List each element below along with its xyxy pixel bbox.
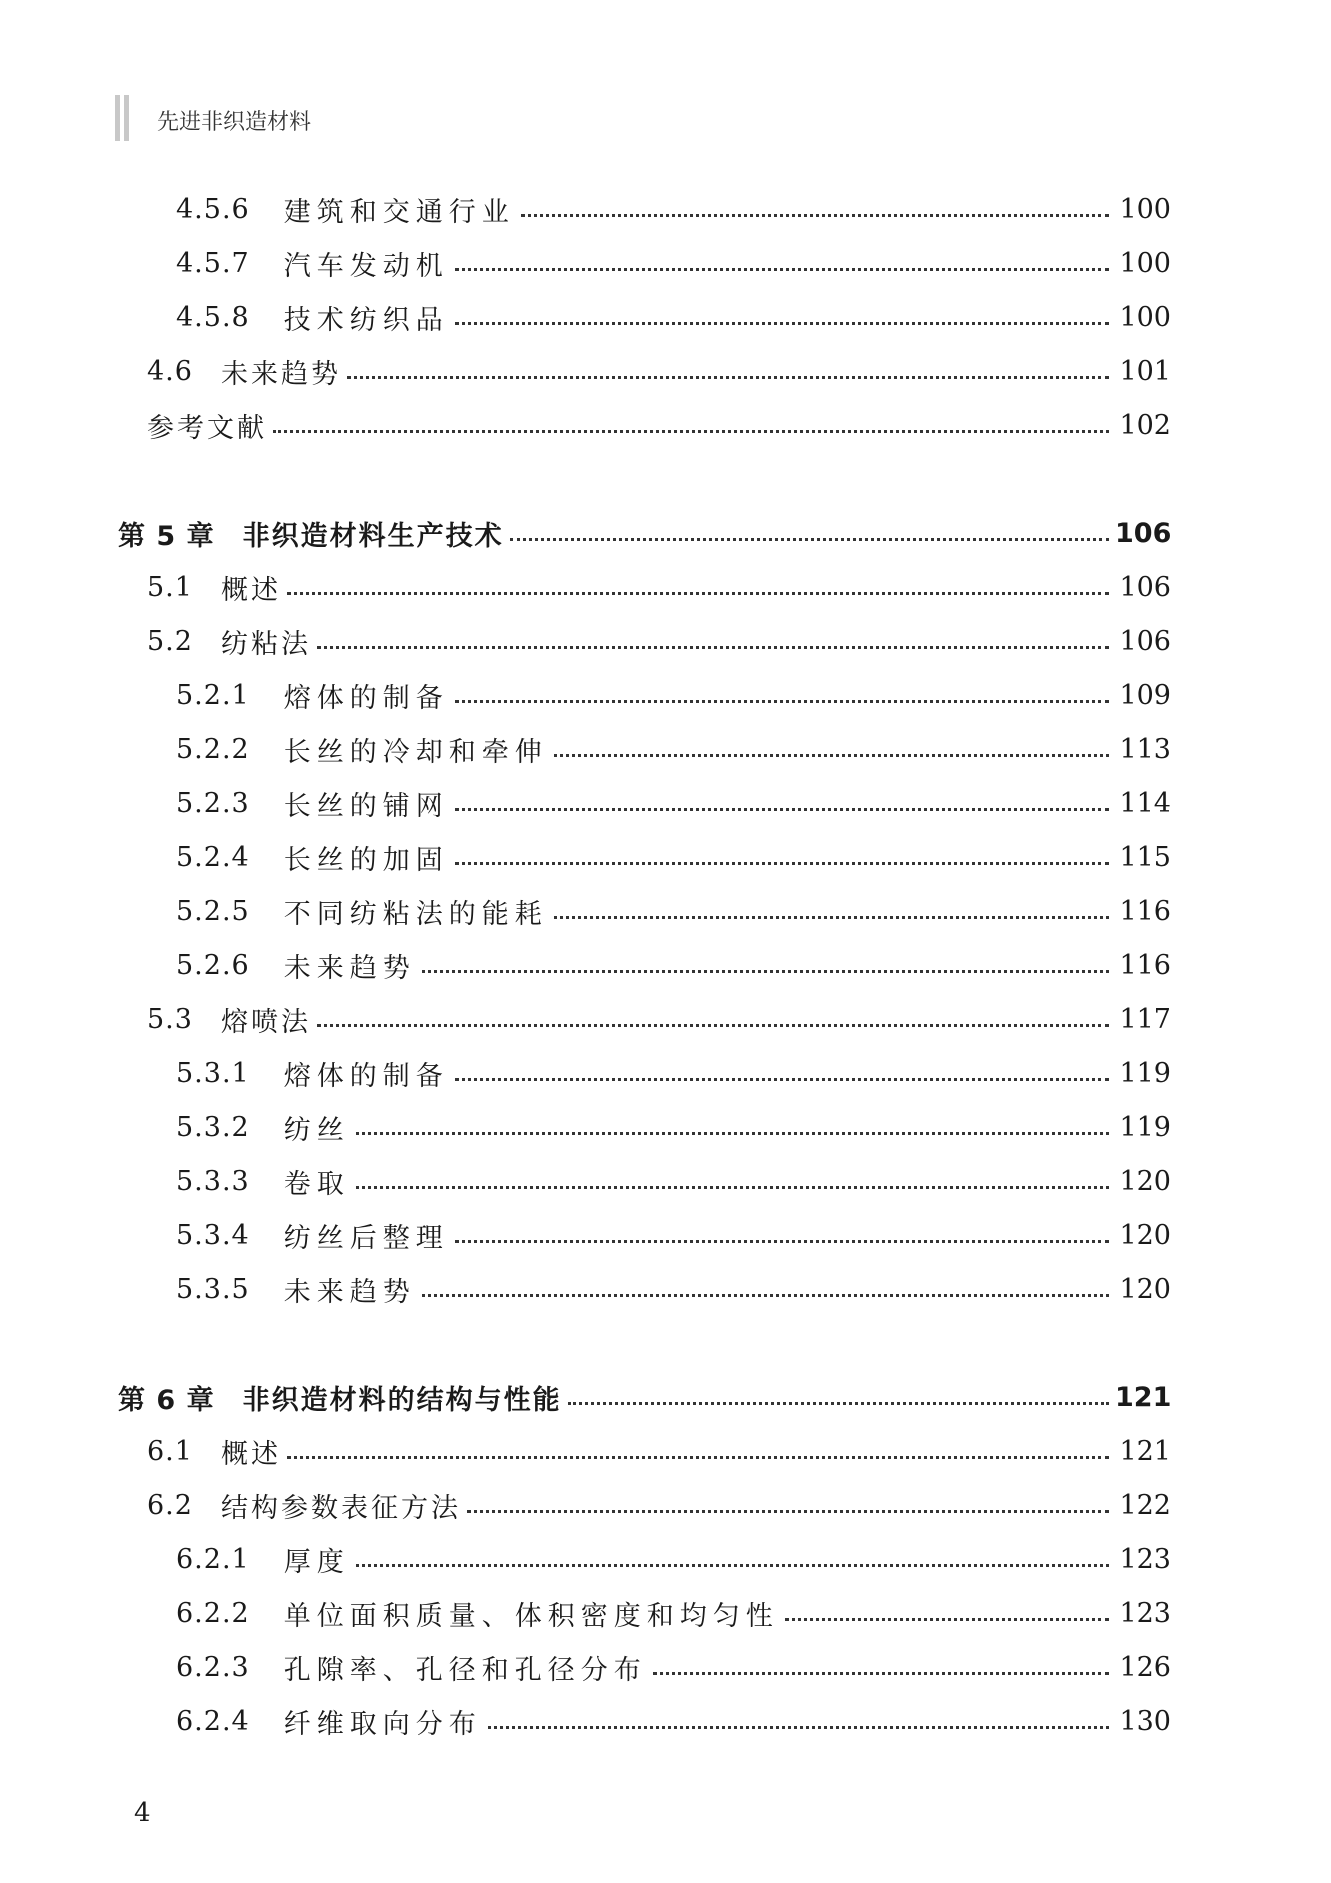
toc-entry [0,1701,1331,1741]
toc-entry-number: 第 6 章 [118,1384,215,1416]
book-title: 先进非织造材料 [157,110,312,135]
toc-entry-title: 概述 [220,574,281,606]
toc-entry-page: 123 [1119,1543,1171,1575]
toc-entry-title: 卷取 [283,1168,350,1200]
toc-entry-page: 116 [1119,949,1171,981]
dot-leader [422,1294,1109,1297]
toc-entry-page: 121 [1115,1381,1172,1413]
toc-entry-title: 孔隙率、孔径和孔径分布 [283,1654,647,1686]
toc-entry-page: 109 [1119,679,1171,711]
toc-entry-title: 未来趋势 [283,952,416,984]
toc-entry-page: 106 [1115,517,1172,549]
toc-entry-page: 100 [1119,301,1171,333]
toc-entry [0,945,1331,985]
toc-entry-page: 101 [1119,355,1171,387]
dot-leader [273,430,1109,433]
toc-entry-number: 6.2.2 [176,1597,250,1629]
toc-entry-page: 106 [1119,625,1171,657]
toc-entry [0,1539,1331,1579]
toc-entry-page: 113 [1119,733,1171,765]
toc-entry [0,675,1331,715]
dot-leader [455,700,1109,703]
toc-chapter-entry [0,1377,1331,1417]
toc-entry [0,189,1331,229]
toc-entry-number: 5.2.3 [176,787,250,819]
toc-entry-number: 5.2.6 [176,949,250,981]
toc-entry-title: 单位面积质量、体积密度和均匀性 [283,1600,779,1632]
toc-entry-number: 5.2.5 [176,895,250,927]
toc-entry-number: 4.5.7 [176,247,250,279]
toc-entry-page: 120 [1119,1165,1171,1197]
toc-entry-title: 纺丝后整理 [283,1222,449,1254]
toc-entry-page: 123 [1119,1597,1171,1629]
dot-leader [347,376,1109,379]
toc-entry-number: 5.3.3 [176,1165,250,1197]
toc-entry-title: 长丝的铺网 [283,790,449,822]
toc-entry-page: 100 [1119,193,1171,225]
dot-leader [317,646,1109,649]
toc-entry-title: 非织造材料生产技术 [242,520,504,552]
toc-entry [0,297,1331,337]
dot-leader [554,754,1109,757]
dot-leader [568,1402,1109,1405]
toc-entry-title: 纺丝 [283,1114,350,1146]
toc-entry [0,783,1331,823]
toc-entry-number: 6.2 [147,1489,193,1521]
toc-entry [0,1593,1331,1633]
toc-entry [0,1485,1331,1525]
toc-entry-title: 纤维取向分布 [283,1708,482,1740]
toc-entry-page: 121 [1119,1435,1171,1467]
toc-entry [0,405,1331,445]
toc-entry [0,999,1331,1039]
toc-entry-page: 126 [1119,1651,1171,1683]
toc-entry [0,351,1331,391]
toc-entry-title: 纺粘法 [220,628,311,660]
toc-entry-number: 4.5.8 [176,301,250,333]
toc-entry-page: 116 [1119,895,1171,927]
toc-chapter-entry [0,513,1331,553]
toc-entry [0,1107,1331,1147]
toc-entry-title: 熔体的制备 [283,1060,449,1092]
dot-leader [356,1132,1109,1135]
toc-entry-page: 102 [1119,409,1171,441]
toc-entry-title: 不同纺粘法的能耗 [283,898,548,930]
toc-entry-title: 未来趋势 [220,358,341,390]
toc-entry-page: 119 [1119,1057,1171,1089]
toc-entry-title: 参考文献 [147,412,267,444]
toc-entry-title: 长丝的加固 [283,844,449,876]
toc-entry-page: 106 [1119,571,1171,603]
dot-leader [455,862,1109,865]
toc-entry-title: 建筑和交通行业 [283,196,515,228]
dot-leader [455,268,1109,271]
toc-entry-number: 6.2.3 [176,1651,250,1683]
toc-entry-number: 5.2.2 [176,733,250,765]
toc-entry [0,1161,1331,1201]
toc-entry-page: 130 [1119,1705,1171,1737]
toc-entry-page: 120 [1119,1219,1171,1251]
toc-entry-number: 5.3.5 [176,1273,250,1305]
toc-entry-title: 熔喷法 [220,1006,311,1038]
dot-leader [422,970,1109,973]
dot-leader [455,1240,1109,1243]
toc-entry-number: 第 5 章 [118,520,215,552]
toc-entry [0,837,1331,877]
toc-entry-title: 结构参数表征方法 [220,1492,461,1524]
toc-entry-number: 5.3 [147,1003,193,1035]
dot-leader [287,592,1109,595]
toc-entry-number: 5.2 [147,625,193,657]
toc-entry [0,1053,1331,1093]
dot-leader [488,1726,1109,1729]
toc-entry [0,729,1331,769]
dot-leader [510,538,1109,541]
toc-entry [0,891,1331,931]
toc-entry-number: 6.2.4 [176,1705,250,1737]
dot-leader [785,1618,1109,1621]
toc-entry-number: 5.1 [147,571,193,603]
toc-entry-number: 4.6 [147,355,193,387]
toc-entry-number: 5.2.4 [176,841,250,873]
dot-leader [356,1186,1109,1189]
toc-entry-number: 5.2.1 [176,679,250,711]
dot-leader [521,214,1109,217]
toc-entry-page: 115 [1119,841,1171,873]
toc-entry [0,243,1331,283]
toc-entry-title: 非织造材料的结构与性能 [242,1384,562,1416]
toc-entry-title: 概述 [220,1438,281,1470]
toc-entry-number: 5.3.4 [176,1219,250,1251]
toc-entry-page: 117 [1119,1003,1171,1035]
toc-entry-title: 厚度 [283,1546,350,1578]
toc-entry-page: 120 [1119,1273,1171,1305]
toc-entry-page: 122 [1119,1489,1171,1521]
dot-leader [467,1510,1109,1513]
toc-entry-number: 6.2.1 [176,1543,250,1575]
toc-entry-title: 长丝的冷却和牵伸 [283,736,548,768]
toc-entry-page: 119 [1119,1111,1171,1143]
toc-entry [0,1431,1331,1471]
dot-leader [455,1078,1109,1081]
dot-leader [455,808,1109,811]
dot-leader [317,1024,1109,1027]
toc-entry [0,1215,1331,1255]
dot-leader [653,1672,1109,1675]
toc-entry-number: 5.3.1 [176,1057,250,1089]
toc-entry-number: 4.5.6 [176,193,250,225]
toc-entry-title: 技术纺织品 [283,304,449,336]
page-number: 4 [134,1798,151,1828]
toc-entry [0,567,1331,607]
dot-leader [455,322,1109,325]
dot-leader [554,916,1109,919]
toc-entry [0,621,1331,661]
toc-entry-page: 100 [1119,247,1171,279]
toc-entry-page: 114 [1119,787,1171,819]
toc-entry-title: 熔体的制备 [283,682,449,714]
toc-entry-title: 未来趋势 [283,1276,416,1308]
dot-leader [356,1564,1109,1567]
toc-entry-title: 汽车发动机 [283,250,449,282]
toc-entry-number: 6.1 [147,1435,193,1467]
dot-leader [287,1456,1109,1459]
toc-entry [0,1647,1331,1687]
toc-entry [0,1269,1331,1309]
toc-entry-number: 5.3.2 [176,1111,250,1143]
